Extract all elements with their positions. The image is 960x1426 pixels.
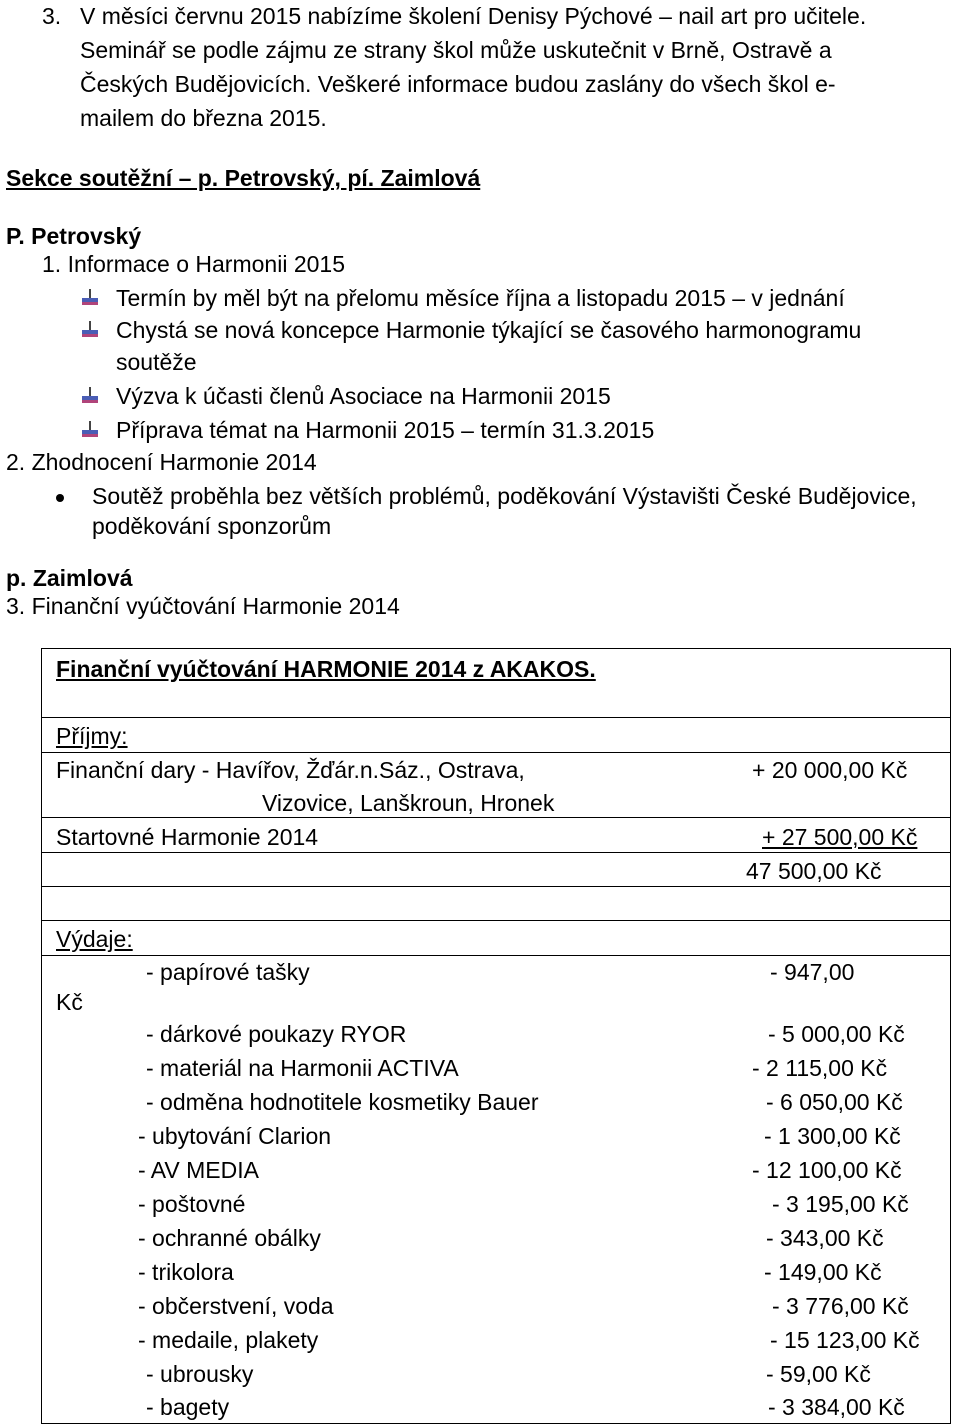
table-rule <box>41 920 951 921</box>
expense-amount: - 1 300,00 Kč <box>764 1123 901 1149</box>
table-rule <box>41 752 951 753</box>
item1-bullet-2: Chystá se nová koncepce Harmonie týkající se časového harmonogramu <box>116 317 862 343</box>
table-rule <box>41 955 951 956</box>
bullet-flag-icon <box>82 320 98 338</box>
section-heading: Sekce soutěžní – p. Petrovský, pí. Zaimlová <box>6 165 481 191</box>
item2-label: 2. Zhodnocení Harmonie 2014 <box>6 449 317 475</box>
item1-bullet-2-cont: soutěže <box>116 349 197 375</box>
item2-bullet-line-2: poděkování sponzorům <box>92 513 332 539</box>
expense-amount: - 6 050,00 Kč <box>766 1089 903 1115</box>
expense-label: - dárkové poukazy RYOR <box>146 1021 407 1047</box>
bullet-flag-icon <box>82 386 98 404</box>
expense-label: - trikolora <box>138 1259 234 1285</box>
item1-bullet-3: Výzva k účasti členů Asociace na Harmonii 2015 <box>116 383 611 409</box>
expense-amount: - 947,00 <box>770 959 855 985</box>
intro-line-4: mailem do března 2015. <box>80 105 327 131</box>
table-rule <box>41 886 42 920</box>
expense-amount: - 3 384,00 Kč <box>768 1394 905 1420</box>
intro-line-1: V měsíci červnu 2015 nabízíme školení Denisy Pýchové – nail art pro učitele. <box>80 3 867 29</box>
expense-amount: - 149,00 Kč <box>764 1259 882 1285</box>
expense-heading: Výdaje: <box>56 926 133 952</box>
expense-label: - občerstvení, voda <box>138 1293 334 1319</box>
income-total: 47 500,00 Kč <box>746 858 882 884</box>
expense-amount: - 2 115,00 Kč <box>752 1055 888 1081</box>
bullet-flag-icon <box>82 420 98 438</box>
zaimlova-name: p. Zaimlová <box>6 565 133 591</box>
expense-amount: - 3 776,00 Kč <box>772 1293 909 1319</box>
expense-amount: - 59,00 Kč <box>766 1361 871 1387</box>
intro-number: 3. <box>42 3 62 29</box>
expense-label: - papírové tašky <box>146 959 310 985</box>
bullet-dot-icon <box>56 494 64 502</box>
expense-label: - medaile, plakety <box>138 1327 319 1353</box>
finance-title: Finanční vyúčtování HARMONIE 2014 z AKAKOS. <box>56 656 596 682</box>
expense-amount: - 3 195,00 Kč <box>772 1191 909 1217</box>
item1-bullet-1: Termín by měl být na přelomu měsíce října a listopadu 2015 – v jednání <box>116 285 845 311</box>
expense-label: - ochranné obálky <box>138 1225 321 1251</box>
intro-line-2: Seminář se podle zájmu ze strany škol může uskutečnit v Brně, Ostravě a <box>80 37 832 63</box>
expense-label: - materiál na Harmonii ACTIVA <box>146 1055 459 1081</box>
expense-kc-wrap: Kč <box>56 989 83 1015</box>
expense-label: - ubrousky <box>146 1361 254 1387</box>
expense-amount: - 5 000,00 Kč <box>768 1021 905 1047</box>
item2-bullet-line-1: Soutěž proběhla bez větších problémů, poděkování Výstavišti České Budějovice, <box>92 483 917 509</box>
petrovsky-name: P. Petrovský <box>6 223 142 249</box>
income-row2-text: Startovné Harmonie 2014 <box>56 824 319 850</box>
item3-label: 3. Finanční vyúčtování Harmonie 2014 <box>6 593 400 619</box>
expense-label: - odměna hodnotitele kosmetiky Bauer <box>146 1089 539 1115</box>
expense-amount: - 343,00 Kč <box>766 1225 884 1251</box>
income-row2-amount: + 27 500,00 Kč <box>762 824 918 850</box>
income-row1-text: Finanční dary - Havířov, Žďár.n.Sáz., Ostrava, <box>56 757 525 783</box>
expense-label: - AV MEDIA <box>138 1157 259 1183</box>
table-rule <box>41 717 951 718</box>
intro-line-3: Českých Budějovicích. Veškeré informace budou zaslány do všech škol e- <box>80 71 836 97</box>
item1-label: 1. Informace o Harmonii 2015 <box>42 251 345 277</box>
income-heading: Příjmy: <box>56 723 128 749</box>
expense-amount: - 12 100,00 Kč <box>752 1157 902 1183</box>
expense-label: - ubytování Clarion <box>138 1123 332 1149</box>
income-row1-amount: + 20 000,00 Kč <box>752 757 908 783</box>
expense-label: - poštovné <box>138 1191 246 1217</box>
item1-bullet-4: Příprava témat na Harmonii 2015 – termín 31.3.2015 <box>116 417 655 443</box>
bullet-flag-icon <box>82 288 98 306</box>
expense-amount: - 15 123,00 Kč <box>770 1327 920 1353</box>
income-row1-text-cont: Vizovice, Lanškroun, Hronek <box>262 790 555 816</box>
expense-label: - bagety <box>146 1394 230 1420</box>
